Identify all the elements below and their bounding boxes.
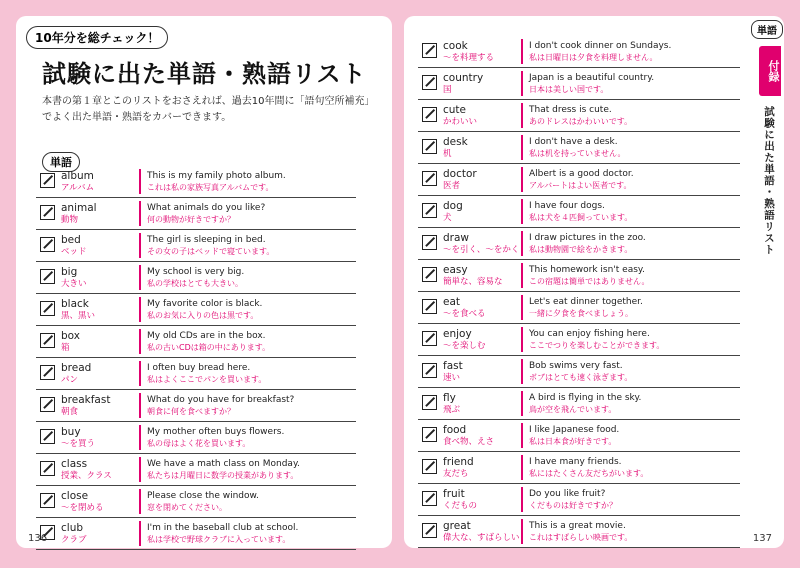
word-english: club [61, 522, 84, 534]
example-english: Let's eat dinner together. [529, 297, 643, 307]
side-title: 試験に出た単語・熟語リスト [763, 106, 775, 256]
example-cell [529, 356, 740, 387]
example-cell [529, 100, 740, 131]
example-english: Japan is a beautiful country. [529, 73, 655, 83]
word-english: food [443, 424, 467, 436]
checkbox-icon[interactable] [40, 205, 55, 220]
word-japanese: かわいい [443, 117, 478, 127]
word-english: fly [443, 392, 456, 404]
word-japanese: 簡単な、容易な [443, 277, 503, 287]
example-english: My mother often buys flowers. [147, 427, 285, 437]
example-cell [147, 518, 356, 549]
example-english: A bird is flying in the sky. [529, 393, 642, 403]
word-cell [61, 294, 139, 325]
word-cell [443, 292, 521, 323]
word-cell [443, 196, 521, 227]
checkbox-icon[interactable] [40, 173, 55, 188]
example-english: I often buy bread here. [147, 363, 251, 373]
list-item [36, 390, 356, 422]
example-cell [147, 486, 356, 517]
example-japanese: 私の古いCDは箱の中にあります。 [147, 343, 271, 352]
example-english: This homework isn't easy. [529, 265, 645, 275]
checkbox-icon[interactable] [40, 301, 55, 316]
list-item [418, 260, 740, 292]
example-japanese: 日本は美しい国です。 [529, 85, 609, 94]
word-english: buy [61, 426, 81, 438]
list-item [418, 132, 740, 164]
example-japanese: この宿題は簡単ではありません。 [529, 277, 650, 286]
example-japanese: これは私の家族写真アルバムです。 [147, 183, 274, 192]
word-japanese: 速い [443, 373, 461, 383]
pink-divider [521, 327, 523, 352]
example-english: Please close the window. [147, 491, 259, 501]
example-japanese: 一緒に夕食を食べましょう。 [529, 309, 633, 318]
example-english: What do you have for breakfast? [147, 395, 295, 405]
example-english: We have a math class on Monday. [147, 459, 300, 469]
word-list-right [418, 36, 740, 548]
word-english: easy [443, 264, 468, 276]
word-japanese: 黒、黒い [61, 311, 96, 321]
example-english: My school is very big. [147, 267, 245, 277]
word-japanese: ベッド [61, 247, 87, 257]
example-japanese: 私は学校で野球クラブに入っています。 [147, 535, 291, 544]
word-english: friend [443, 456, 474, 468]
example-english: This is my family photo album. [147, 171, 286, 181]
example-japanese: あのドレスはかわいいです。 [529, 117, 633, 126]
example-cell [529, 228, 740, 259]
list-item [418, 228, 740, 260]
pink-divider [139, 201, 141, 226]
pink-divider [521, 295, 523, 320]
example-cell [147, 166, 356, 197]
right-page [404, 16, 784, 548]
checkbox-icon[interactable] [422, 395, 437, 410]
pink-divider [139, 361, 141, 386]
word-japanese: 〜を買う [61, 439, 96, 449]
word-english: bread [61, 362, 92, 374]
word-japanese: パン [61, 375, 79, 385]
checkbox-icon[interactable] [422, 107, 437, 122]
word-english: eat [443, 296, 461, 308]
word-english: desk [443, 136, 468, 148]
word-cell [443, 100, 521, 131]
lead-text: 本書の第１章とこのリストをおさえれば、過去10年間に「語句空所補充」でよく出た単語・熟語をカバーできます。 [42, 96, 375, 123]
word-english: breakfast [61, 394, 111, 406]
list-item [36, 486, 356, 518]
checkbox-icon[interactable] [422, 139, 437, 154]
word-english: cook [443, 40, 468, 52]
list-item [418, 484, 740, 516]
list-item [418, 36, 740, 68]
left-page [16, 16, 392, 548]
checkbox-icon[interactable] [40, 461, 55, 476]
example-japanese: その女の子はベッドで寝ています。 [147, 247, 275, 256]
word-cell [443, 516, 521, 547]
example-cell [529, 196, 740, 227]
example-cell [529, 388, 740, 419]
list-item [36, 518, 356, 550]
list-item [418, 164, 740, 196]
list-item [418, 100, 740, 132]
pink-divider [521, 39, 523, 64]
top-label: 10年分を総チェック！ [26, 26, 168, 49]
example-japanese: 私は犬を４匹飼っています。 [529, 213, 633, 222]
example-cell [147, 294, 356, 325]
checkbox-icon[interactable] [422, 43, 437, 58]
example-english: I don't have a desk. [529, 137, 618, 147]
checkbox-icon[interactable] [422, 267, 437, 282]
word-cell [443, 420, 521, 451]
pink-divider [521, 455, 523, 480]
checkbox-icon[interactable] [40, 493, 55, 508]
word-english: album [61, 170, 94, 182]
word-japanese: 飛ぶ [443, 405, 461, 415]
example-cell [529, 132, 740, 163]
pink-divider [521, 167, 523, 192]
word-english: black [61, 298, 89, 310]
word-cell [443, 484, 521, 515]
example-japanese: 私のお気に入りの色は黒です。 [147, 311, 259, 320]
list-item [418, 420, 740, 452]
page-title: 試験に出た単語・熟語リスト [42, 60, 367, 88]
pink-divider [139, 329, 141, 354]
word-japanese: 机 [443, 149, 452, 159]
example-english: Do you like fruit? [529, 489, 606, 499]
list-item [418, 196, 740, 228]
pink-divider [139, 425, 141, 450]
word-japanese: 犬 [443, 213, 452, 223]
example-japanese: 窓を閉めてください。 [147, 503, 227, 512]
checkbox-icon[interactable] [422, 523, 437, 538]
example-english: I'm in the baseball club at school. [147, 523, 299, 533]
example-cell [529, 452, 740, 483]
word-cell [443, 356, 521, 387]
word-cell [443, 228, 521, 259]
example-japanese: 私にはたくさん友だちがいます。 [529, 469, 649, 478]
word-english: country [443, 72, 484, 84]
list-item [418, 324, 740, 356]
word-japanese: 国 [443, 85, 452, 95]
checkbox-icon[interactable] [40, 365, 55, 380]
pink-divider [139, 489, 141, 514]
checkbox-icon[interactable] [422, 203, 437, 218]
list-item [36, 198, 356, 230]
pink-divider [139, 393, 141, 418]
pink-divider [139, 297, 141, 322]
word-list-left [36, 166, 356, 550]
example-japanese: ここでつりを楽しむことができます。 [529, 341, 665, 350]
example-japanese: ボブはとても速く泳ぎます。 [529, 373, 633, 382]
word-english: fruit [443, 488, 465, 500]
example-japanese: 私は机を持っていません。 [529, 149, 626, 158]
word-english: dog [443, 200, 463, 212]
word-english: class [61, 458, 88, 470]
word-cell [61, 198, 139, 229]
example-english: This is a great movie. [529, 521, 626, 531]
example-english: I don't cook dinner on Sundays. [529, 41, 672, 51]
word-cell [61, 518, 139, 549]
example-english: Bob swims very fast. [529, 361, 623, 371]
page-number-right: 137 [752, 533, 772, 544]
checkbox-icon[interactable] [40, 333, 55, 348]
example-japanese: 私の学校はとても大きい。 [147, 279, 243, 288]
word-english: draw [443, 232, 470, 244]
list-item [36, 454, 356, 486]
word-cell [61, 486, 139, 517]
word-cell [61, 358, 139, 389]
word-english: box [61, 330, 80, 342]
word-english: great [443, 520, 471, 532]
word-japanese: 食べ物、えさ [443, 437, 495, 447]
checkbox-icon[interactable] [422, 331, 437, 346]
example-cell [529, 36, 740, 67]
word-english: close [61, 490, 89, 502]
word-english: cute [443, 104, 467, 116]
example-japanese: くだものは好きですか？ [529, 501, 617, 510]
word-cell [443, 452, 521, 483]
checkbox-icon[interactable] [422, 171, 437, 186]
word-japanese: 大きい [61, 279, 87, 289]
word-cell [443, 68, 521, 99]
checkbox-icon[interactable] [422, 491, 437, 506]
word-japanese: 偉大な、すばらしい [443, 533, 520, 543]
list-item [36, 166, 356, 198]
pink-divider [521, 231, 523, 256]
example-japanese: 私はよくここでパンを買います。 [147, 375, 267, 384]
word-english: doctor [443, 168, 477, 180]
checkbox-icon[interactable] [40, 397, 55, 412]
word-japanese: 〜を閉める [61, 503, 104, 513]
example-japanese: 朝食に何を食べますか？ [147, 407, 235, 416]
list-item [418, 68, 740, 100]
list-item [36, 230, 356, 262]
example-japanese: 私の母はよく花を買います。 [147, 439, 251, 448]
pink-divider [521, 199, 523, 224]
checkbox-icon[interactable] [422, 75, 437, 90]
word-japanese: アルバム [61, 183, 95, 193]
pink-divider [521, 359, 523, 384]
checkbox-icon[interactable] [422, 235, 437, 250]
example-japanese: 私は動物園で絵をかきます。 [529, 245, 633, 254]
example-english: You can enjoy fishing here. [529, 329, 650, 339]
example-cell [529, 420, 740, 451]
pink-divider [521, 103, 523, 128]
pink-divider [139, 457, 141, 482]
example-cell [147, 230, 356, 261]
word-english: animal [61, 202, 97, 214]
word-cell [443, 260, 521, 291]
list-item [418, 388, 740, 420]
example-cell [529, 292, 740, 323]
word-english: big [61, 266, 78, 278]
example-cell [529, 68, 740, 99]
pink-divider [521, 423, 523, 448]
example-cell [529, 164, 740, 195]
word-japanese: 動物 [61, 215, 79, 225]
list-item [418, 356, 740, 388]
example-cell [147, 198, 356, 229]
pink-divider [521, 519, 523, 544]
word-english: bed [61, 234, 81, 246]
example-japanese: 私は日曜日は夕食を料理しません。 [529, 53, 658, 62]
pink-divider [139, 233, 141, 258]
example-english: What animals do you like? [147, 203, 266, 213]
example-japanese: 私は日本食が好きです。 [529, 437, 617, 446]
word-cell [61, 166, 139, 197]
pink-divider [521, 391, 523, 416]
checkbox-icon[interactable] [40, 269, 55, 284]
word-japanese: 朝食 [61, 407, 79, 417]
example-cell [147, 390, 356, 421]
pink-divider [139, 265, 141, 290]
example-english: My favorite color is black. [147, 299, 263, 309]
example-japanese: これはすばらしい映画です。 [529, 533, 633, 542]
pink-divider [521, 263, 523, 288]
example-cell [529, 324, 740, 355]
pink-divider [139, 169, 141, 194]
list-item [36, 358, 356, 390]
page-number-left: 136 [28, 533, 48, 544]
example-cell [529, 260, 740, 291]
checkbox-icon[interactable] [422, 427, 437, 442]
example-english: I draw pictures in the zoo. [529, 233, 646, 243]
example-cell [147, 358, 356, 389]
word-japanese: 〜を料理する [443, 53, 495, 63]
checkbox-icon[interactable] [40, 429, 55, 444]
word-cell [61, 326, 139, 357]
word-japanese: 授業、クラス [61, 471, 112, 481]
word-japanese: 医者 [443, 181, 461, 191]
list-item [36, 422, 356, 454]
list-item [36, 326, 356, 358]
example-english: I have four dogs. [529, 201, 605, 211]
word-japanese: 〜を楽しむ [443, 341, 486, 351]
example-cell [147, 262, 356, 293]
word-japanese: 友だち [443, 469, 469, 479]
example-cell [147, 454, 356, 485]
pink-divider [521, 71, 523, 96]
checkbox-icon[interactable] [422, 299, 437, 314]
word-cell [61, 230, 139, 261]
pink-divider [521, 135, 523, 160]
section-tag-right: 単語 [751, 20, 783, 39]
word-cell [61, 422, 139, 453]
word-japanese: くだもの [443, 501, 478, 511]
word-japanese: 箱 [61, 343, 70, 353]
example-cell [147, 422, 356, 453]
list-item [418, 292, 740, 324]
word-japanese: 〜を食べる [443, 309, 486, 319]
word-english: enjoy [443, 328, 472, 340]
example-english: I like Japanese food. [529, 425, 620, 435]
checkbox-icon[interactable] [40, 237, 55, 252]
word-cell [443, 132, 521, 163]
word-cell [443, 324, 521, 355]
section-tag: 単語 [42, 152, 80, 172]
word-cell [443, 388, 521, 419]
checkbox-icon[interactable] [422, 459, 437, 474]
example-japanese: 何の動物が好きですか？ [147, 215, 235, 224]
list-item [36, 262, 356, 294]
word-english: fast [443, 360, 463, 372]
example-english: I have many friends. [529, 457, 622, 467]
word-cell [61, 390, 139, 421]
checkbox-icon[interactable] [422, 363, 437, 378]
list-item [418, 452, 740, 484]
example-english: The girl is sleeping in bed. [147, 235, 266, 245]
example-cell [147, 326, 356, 357]
word-cell [443, 164, 521, 195]
pink-divider [521, 487, 523, 512]
word-japanese: 〜を引く、〜をかく [443, 245, 520, 255]
word-cell [443, 36, 521, 67]
list-item [36, 294, 356, 326]
pink-divider [139, 521, 141, 546]
appendix-tab: 付録 [759, 46, 781, 96]
example-japanese: 私たちは月曜日に数学の授業があります。 [147, 471, 299, 480]
word-cell [61, 454, 139, 485]
word-japanese: クラブ [61, 535, 87, 545]
example-cell [529, 516, 740, 547]
example-english: That dress is cute. [529, 105, 612, 115]
example-english: Albert is a good doctor. [529, 169, 634, 179]
example-japanese: アルバートはよい医者です。 [529, 181, 632, 190]
example-cell [529, 484, 740, 515]
example-japanese: 鳥が空を飛んでいます。 [529, 405, 617, 414]
example-english: My old CDs are in the box. [147, 331, 266, 341]
list-item [418, 516, 740, 548]
word-cell [61, 262, 139, 293]
